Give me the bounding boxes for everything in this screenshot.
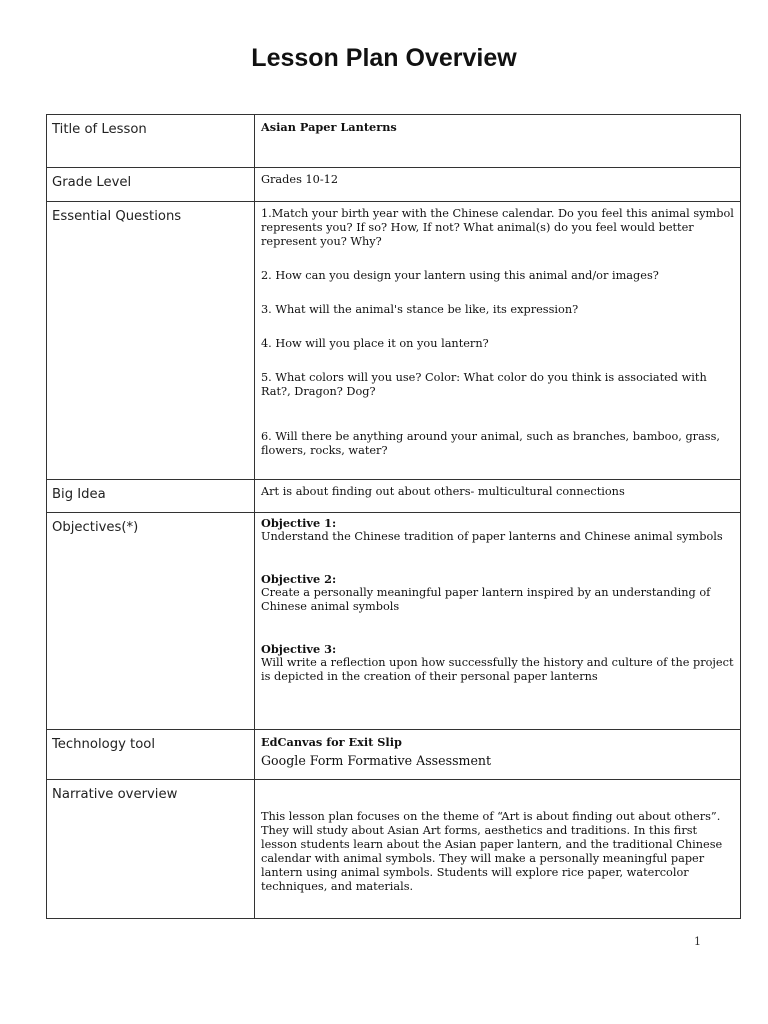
question-5: 5. What colors will you use? Color: What color do you think is associated with Rat?, Dragon? Dog? [261,371,707,398]
value-title-of-lesson: Asian Paper Lanterns [255,115,741,168]
row-grade-level [47,168,741,202]
question-3: 3. What will the animal's stance be like, its expression? [261,303,579,316]
row-objectives [47,513,741,730]
objective-2-heading: Objective 2: [261,572,337,586]
value-big-idea: Art is about finding out about others- multicultural connections [255,480,741,513]
question-2: 2. How can you design your lantern using this animal and/or images? [261,269,659,282]
page-number: 1 [694,935,701,948]
label-technology-tool: Technology tool [47,730,255,780]
row-big-idea [47,480,741,513]
lesson-plan-table [46,114,741,919]
value-essential-questions [255,202,741,480]
row-essential-questions [47,202,741,480]
value-objectives [255,513,741,730]
value-narrative-overview [255,780,741,919]
value-technology-tool [255,730,741,780]
label-title-of-lesson: Title of Lesson [47,115,255,168]
objective-2-text: Create a personally meaningful paper lantern inspired by an understanding of Chinese animal symbols [261,586,711,613]
objective-3-heading: Objective 3: [261,642,337,656]
label-objectives: Objectives(*) [47,513,255,730]
narrative-text: This lesson plan focuses on the theme of “Art is about finding out about others”. They will study about Asian Art forms, aesthetics and traditions. In this first lesson students learn about the Asian paper lantern, and the traditional Chinese calendar with animal symbols. They will make a personally meaningful paper lantern using animal symbols. Students will explore rice paper, watercolor techniques, and materials. [261,810,723,893]
label-narrative-overview: Narrative overview [47,780,255,919]
question-1: 1.Match your birth year with the Chinese calendar. Do you feel this animal symbol represents you? If so? How, If not? What animal(s) do you feel would better represent you? Why? [261,207,734,248]
row-narrative-overview [47,780,741,919]
label-essential-questions: Essential Questions [47,202,255,480]
technology-tool-line-2: Google Form Formative Assessment [261,753,492,768]
technology-tool-line-1: EdCanvas for Exit Slip [261,735,402,749]
question-6: 6. Will there be anything around your animal, such as branches, bamboo, grass, flowers, rocks, water? [261,430,720,457]
objective-1-text: Understand the Chinese tradition of paper lanterns and Chinese animal symbols [261,530,723,543]
label-grade-level: Grade Level [47,168,255,202]
page-title: Lesson Plan Overview [251,44,517,72]
value-grade-level: Grades 10-12 [255,168,741,202]
row-title-of-lesson [47,115,741,168]
label-big-idea: Big Idea [47,480,255,513]
objective-1-heading: Objective 1: [261,516,337,530]
question-4: 4. How will you place it on you lantern? [261,337,489,350]
objective-3-text: Will write a reflection upon how successfully the history and culture of the project is depicted in the creation of their personal paper lanterns [261,656,734,683]
row-technology-tool [47,730,741,780]
